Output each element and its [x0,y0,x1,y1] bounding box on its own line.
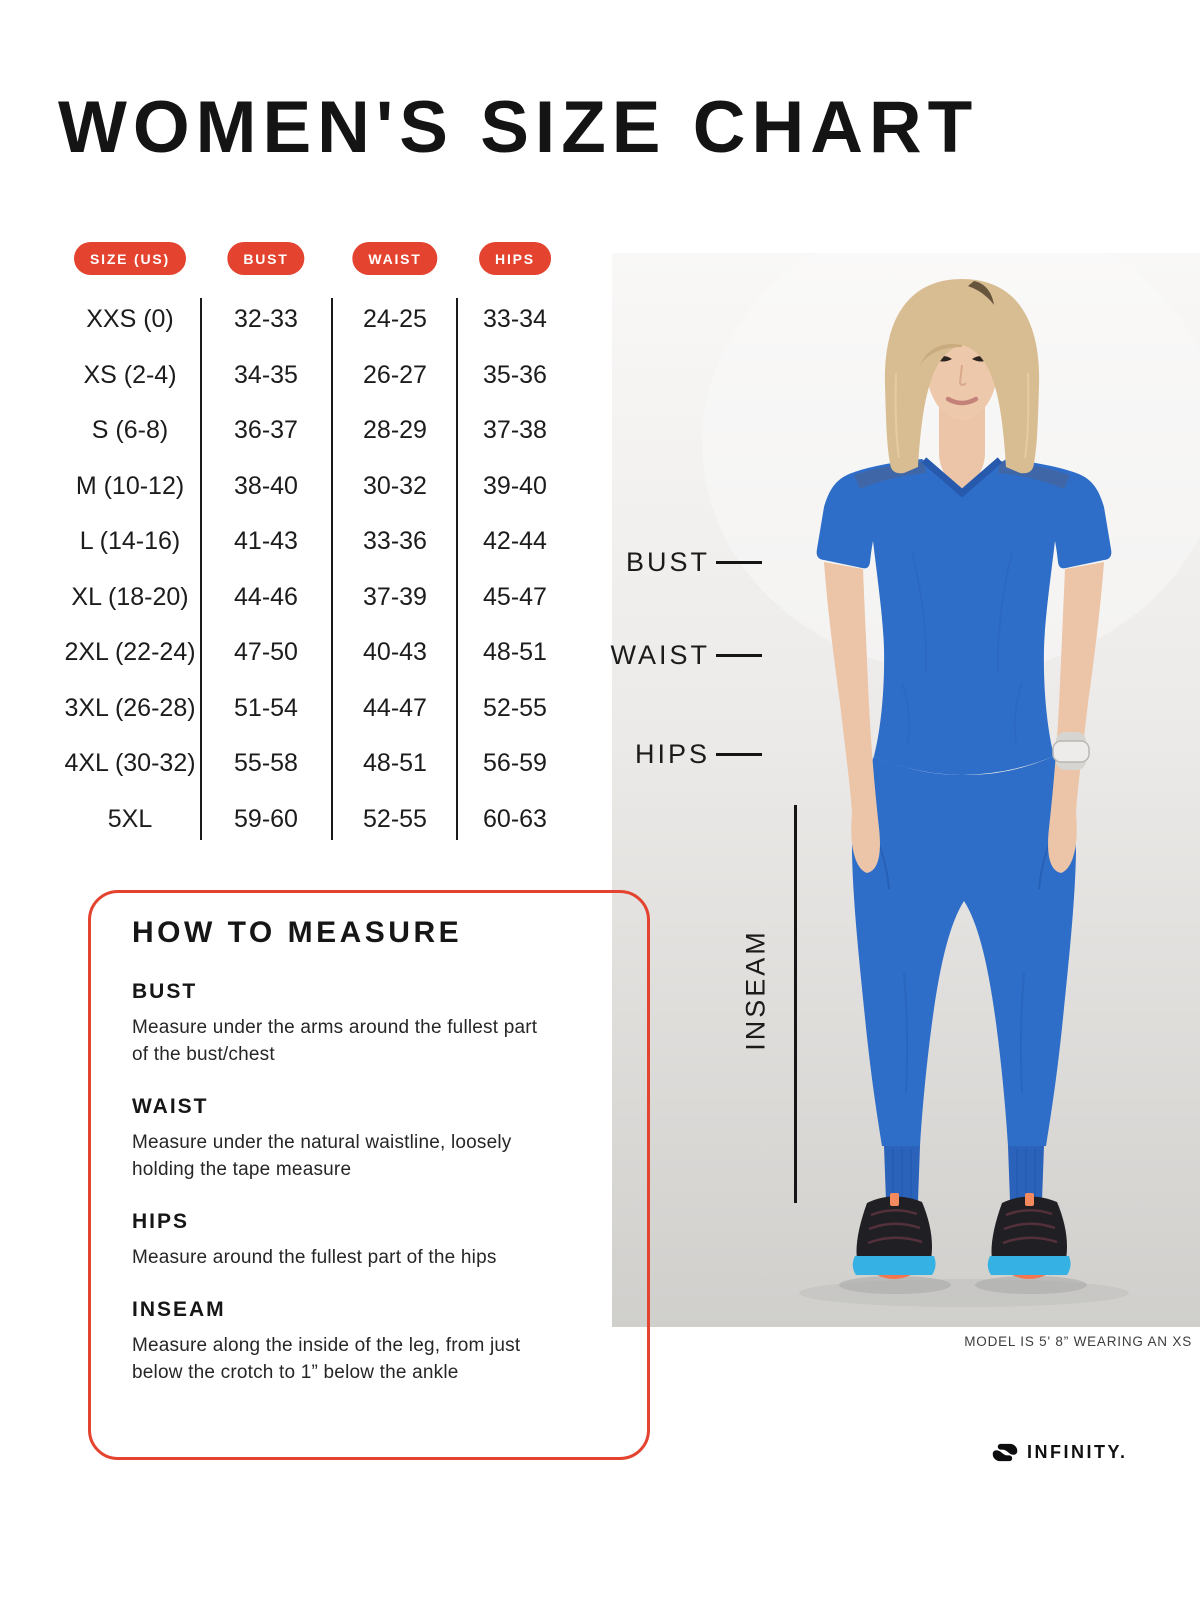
table-cell-waist: 30-32 [363,471,427,500]
table-divider-3 [456,298,458,840]
column-header-pill-waist: WAIST [352,242,437,275]
inseam-label: INSEAM [740,929,771,1051]
measure-section-text-inseam: Measure along the inside of the leg, from just below the crotch to 1” below the ankle [132,1334,521,1383]
table-cell-hips: 33-34 [483,305,547,334]
table-cell-bust: 44-46 [234,582,298,611]
table-cell-size: S (6-8) [91,416,169,445]
table-cell-bust: 38-40 [234,471,298,500]
table-cell-size: XL (18-20) [71,582,189,611]
table-cell-bust: 47-50 [234,638,298,667]
table-cell-size: L (14-16) [79,527,181,556]
table-row [60,681,572,737]
how-to-measure-heading: HOW TO MEASURE [132,916,463,949]
table-cell-waist: 24-25 [363,305,427,334]
table-divider-2 [331,298,333,840]
table-cell-size: XS (2-4) [83,360,177,389]
hips-pointer-line [716,753,762,756]
table-cell-size: M (10-12) [75,471,185,500]
table-cell-hips: 56-59 [483,749,547,778]
waist-label: WAIST [610,640,710,670]
table-cell-size: XXS (0) [86,305,174,334]
measure-section-title-waist: WAIST [132,1094,209,1118]
table-cell-bust: 51-54 [234,693,298,722]
table-cell-bust: 32-33 [234,305,298,334]
table-cell-waist: 40-43 [363,638,427,667]
table-cell-bust: 41-43 [234,527,298,556]
measure-section-text-waist: Measure under the natural waistline, loosely holding the tape measure [132,1131,512,1180]
table-cell-hips: 39-40 [483,471,547,500]
table-divider-1 [200,298,202,840]
column-header-pill-size: SIZE (US) [74,242,186,275]
table-cell-size: 3XL (26-28) [64,693,196,722]
table-row [60,792,572,848]
table-cell-hips: 35-36 [483,360,547,389]
measure-section-title-hips: HIPS [132,1209,190,1233]
table-cell-bust: 59-60 [234,804,298,833]
table-row [60,292,572,348]
table-row [60,348,572,404]
brand-logo [992,1442,1128,1463]
table-cell-waist: 52-55 [363,804,427,833]
measure-section-title-inseam: INSEAM [132,1297,226,1321]
table-cell-bust: 34-35 [234,360,298,389]
table-cell-hips: 60-63 [483,804,547,833]
table-row [60,570,572,626]
table-cell-hips: 45-47 [483,582,547,611]
table-row [60,514,572,570]
model-photo [612,253,1200,1327]
table-cell-waist: 28-29 [363,416,427,445]
table-cell-hips: 48-51 [483,638,547,667]
table-row [60,403,572,459]
table-cell-hips: 52-55 [483,693,547,722]
table-cell-hips: 42-44 [483,527,547,556]
table-cell-waist: 37-39 [363,582,427,611]
measure-section-text-hips: Measure around the fullest part of the hips [132,1246,497,1268]
table-row [60,736,572,792]
table-cell-size: 4XL (30-32) [64,749,196,778]
model-illustration [612,253,1200,1327]
table-cell-hips: 37-38 [483,416,547,445]
measure-section-title-bust: BUST [132,980,198,1003]
table-cell-waist: 48-51 [363,749,427,778]
table-cell-size: 5XL [107,804,153,833]
column-header-pill-hips: HIPS [479,242,551,275]
table-cell-size: 2XL (22-24) [64,638,196,667]
measure-section-text-bust: Measure under the arms around the fullest part of the bust/chest [132,1017,538,1065]
size-table [60,292,572,847]
table-cell-waist: 44-47 [363,693,427,722]
model-caption: MODEL IS 5' 8” WEARING AN XS [964,1334,1192,1349]
bust-pointer-line [716,561,762,564]
table-cell-bust: 55-58 [234,749,298,778]
page-title: WOMEN'S SIZE CHART [58,87,979,168]
table-cell-waist: 26-27 [363,360,427,389]
brand-logo-text: INFINITY. [1027,1442,1128,1462]
infinity-logo-icon [992,1443,1018,1462]
table-cell-waist: 33-36 [363,527,427,556]
inseam-pointer-line [794,805,797,1203]
table-row [60,459,572,515]
waist-pointer-line [716,654,762,657]
column-header-pill-bust: BUST [227,242,304,275]
hips-label: HIPS [634,739,710,769]
smartwatch [1053,732,1089,770]
bust-label: BUST [625,547,710,577]
table-cell-bust: 36-37 [234,416,298,445]
table-row [60,625,572,681]
how-to-measure-content [132,916,557,1387]
